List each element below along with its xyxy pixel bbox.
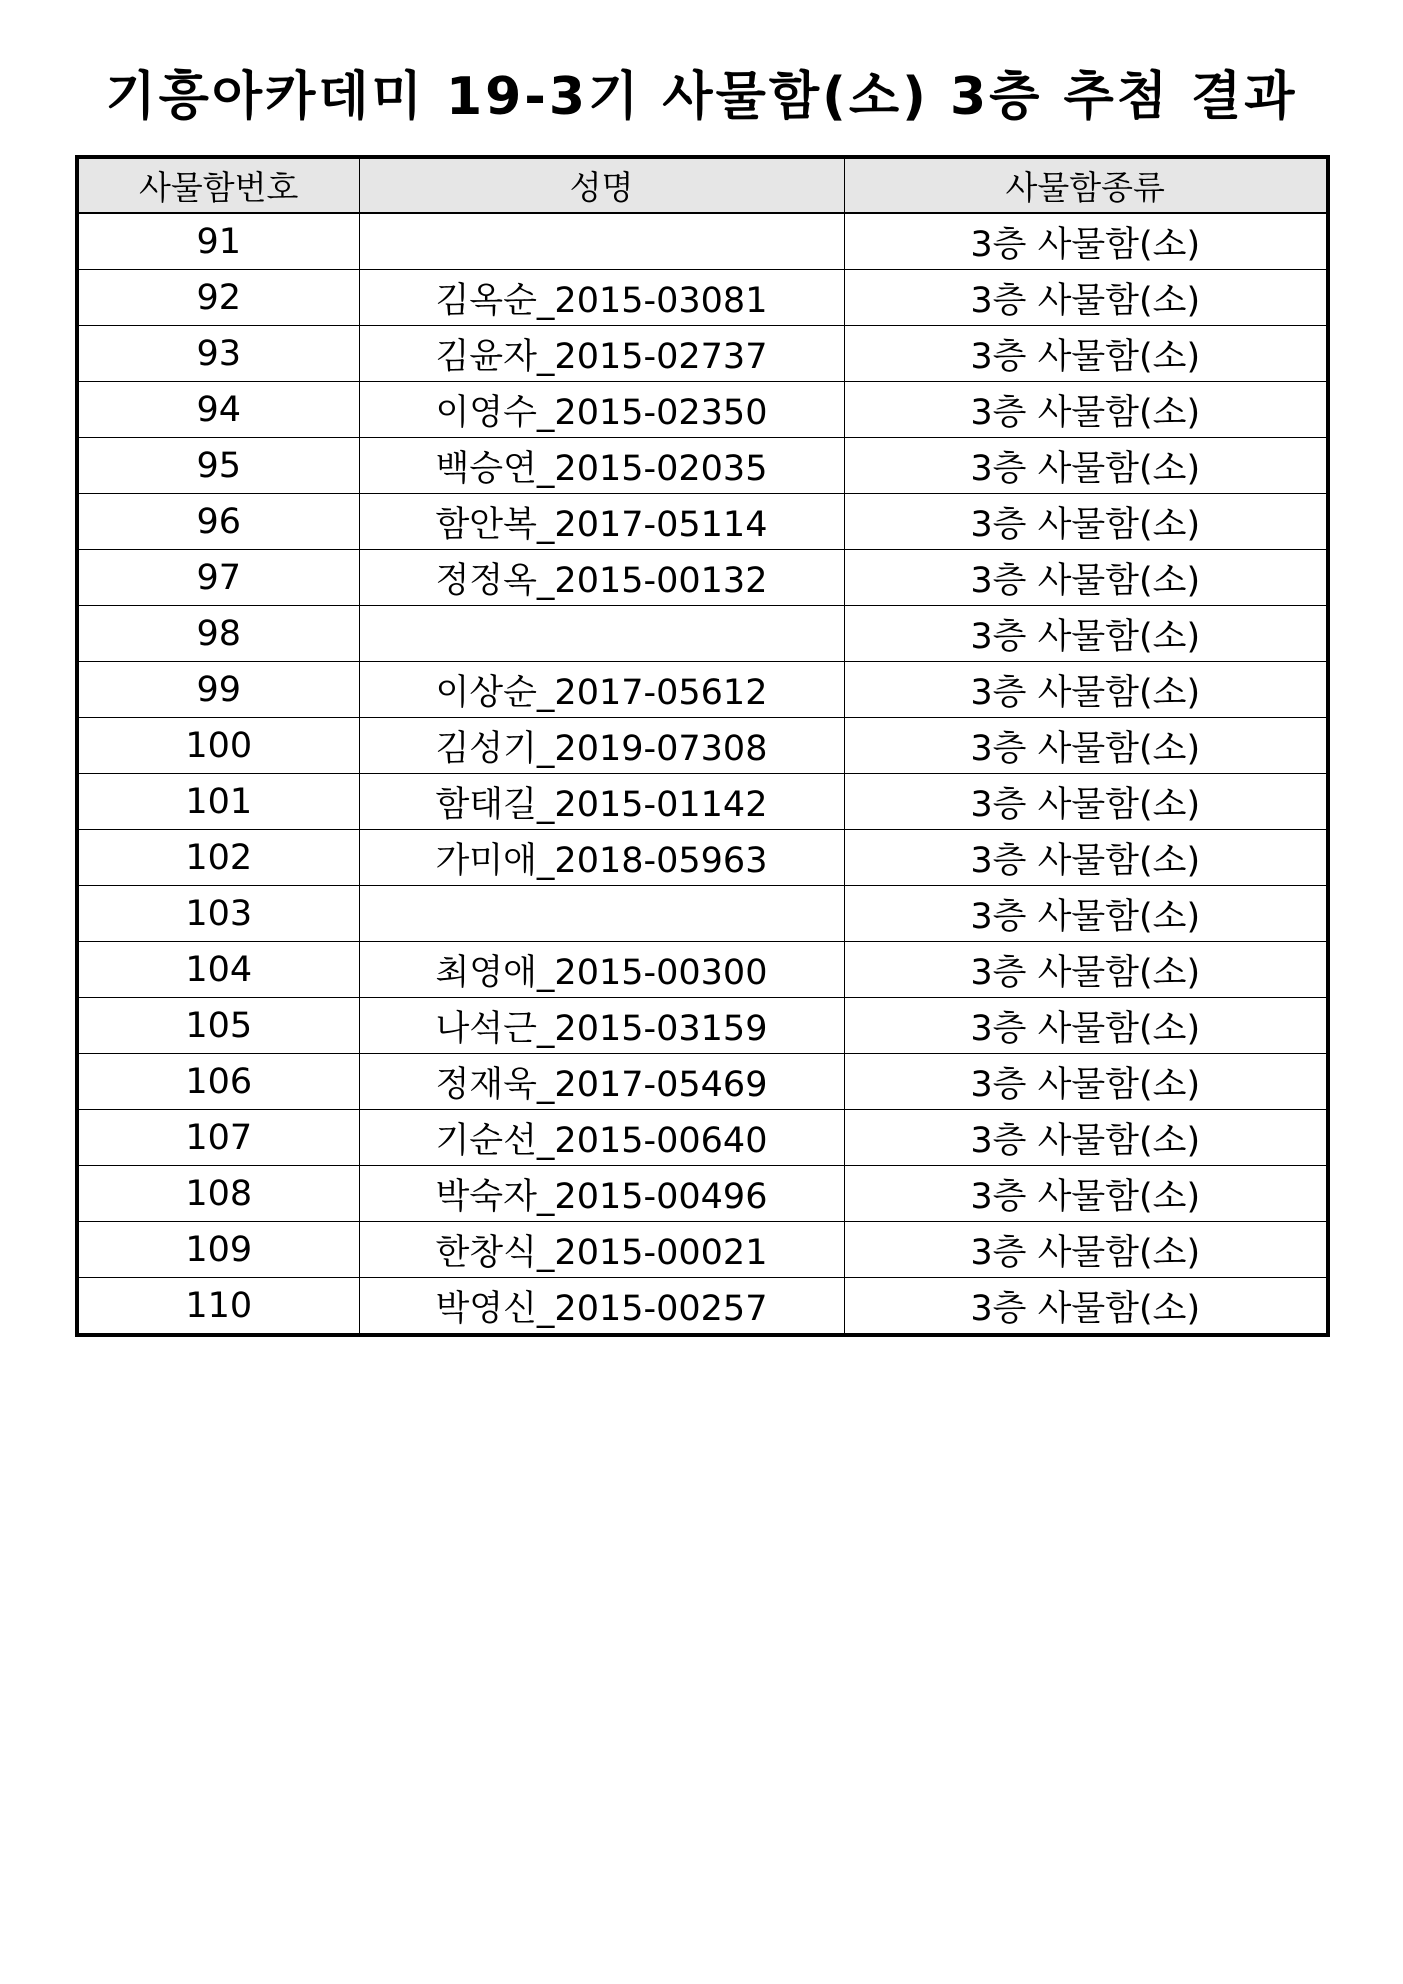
table-row: [77, 382, 1328, 438]
name-cell: 이영수_2015-02350: [359, 382, 844, 438]
locker-number-cell: 104: [77, 942, 359, 998]
table-row: [77, 438, 1328, 494]
table-row: [77, 662, 1328, 718]
locker-type-cell: 3층 사물함(소): [844, 382, 1328, 438]
table-row: [77, 1166, 1328, 1222]
header-row: [77, 157, 1328, 213]
table-body: [77, 213, 1328, 1335]
table-row: [77, 998, 1328, 1054]
name-cell: 정재욱_2017-05469: [359, 1054, 844, 1110]
locker-type-cell: 3층 사물함(소): [844, 270, 1328, 326]
name-cell: [359, 886, 844, 942]
locker-number-cell: 99: [77, 662, 359, 718]
locker-number-cell: 97: [77, 550, 359, 606]
locker-number-cell: 96: [77, 494, 359, 550]
name-cell: 박영신_2015-00257: [359, 1278, 844, 1336]
locker-type-cell: 3층 사물함(소): [844, 1110, 1328, 1166]
name-cell: 나석근_2015-03159: [359, 998, 844, 1054]
name-cell: 김윤자_2015-02737: [359, 326, 844, 382]
name-cell: 함태길_2015-01142: [359, 774, 844, 830]
name-cell: 한창식_2015-00021: [359, 1222, 844, 1278]
name-cell: [359, 606, 844, 662]
locker-number-cell: 94: [77, 382, 359, 438]
locker-number-cell: 102: [77, 830, 359, 886]
locker-type-cell: 3층 사물함(소): [844, 662, 1328, 718]
table-row: [77, 1222, 1328, 1278]
table-row: [77, 942, 1328, 998]
table-row: [77, 213, 1328, 270]
locker-type-cell: 3층 사물함(소): [844, 998, 1328, 1054]
name-cell: 정정옥_2015-00132: [359, 550, 844, 606]
name-cell: 함안복_2017-05114: [359, 494, 844, 550]
locker-number-cell: 109: [77, 1222, 359, 1278]
header-locker-number: 사물함번호: [77, 157, 359, 213]
locker-number-cell: 95: [77, 438, 359, 494]
page-title: 기흥아카데미 19-3기 사물함(소) 3층 추첨 결과: [105, 67, 1298, 127]
table-row: [77, 830, 1328, 886]
table-row: [77, 1278, 1328, 1336]
locker-type-cell: 3층 사물함(소): [844, 774, 1328, 830]
locker-type-cell: 3층 사물함(소): [844, 494, 1328, 550]
name-cell: 가미애_2018-05963: [359, 830, 844, 886]
locker-number-cell: 105: [77, 998, 359, 1054]
locker-number-cell: 98: [77, 606, 359, 662]
locker-draw-table: [75, 155, 1330, 1337]
locker-type-cell: 3층 사물함(소): [844, 606, 1328, 662]
header-locker-type: 사물함종류: [844, 157, 1328, 213]
locker-type-cell: 3층 사물함(소): [844, 1222, 1328, 1278]
name-cell: [359, 213, 844, 270]
locker-number-cell: 103: [77, 886, 359, 942]
table-row: [77, 606, 1328, 662]
table-row: [77, 886, 1328, 942]
table-row: [77, 494, 1328, 550]
locker-type-cell: 3층 사물함(소): [844, 213, 1328, 270]
locker-type-cell: 3층 사물함(소): [844, 326, 1328, 382]
locker-type-cell: 3층 사물함(소): [844, 1278, 1328, 1336]
table-row: [77, 550, 1328, 606]
locker-type-cell: 3층 사물함(소): [844, 438, 1328, 494]
locker-type-cell: 3층 사물함(소): [844, 718, 1328, 774]
name-cell: 김성기_2019-07308: [359, 718, 844, 774]
locker-type-cell: 3층 사물함(소): [844, 1054, 1328, 1110]
name-cell: 김옥순_2015-03081: [359, 270, 844, 326]
locker-type-cell: 3층 사물함(소): [844, 886, 1328, 942]
table-row: [77, 270, 1328, 326]
locker-number-cell: 91: [77, 213, 359, 270]
name-cell: 백승연_2015-02035: [359, 438, 844, 494]
locker-type-cell: 3층 사물함(소): [844, 942, 1328, 998]
locker-number-cell: 107: [77, 1110, 359, 1166]
table-row: [77, 1110, 1328, 1166]
locker-number-cell: 101: [77, 774, 359, 830]
header-name: 성명: [359, 157, 844, 213]
table-row: [77, 326, 1328, 382]
table-row: [77, 718, 1328, 774]
locker-type-cell: 3층 사물함(소): [844, 1166, 1328, 1222]
locker-number-cell: 108: [77, 1166, 359, 1222]
locker-type-cell: 3층 사물함(소): [844, 830, 1328, 886]
locker-number-cell: 92: [77, 270, 359, 326]
name-cell: 기순선_2015-00640: [359, 1110, 844, 1166]
table-row: [77, 1054, 1328, 1110]
locker-number-cell: 110: [77, 1278, 359, 1336]
name-cell: 최영애_2015-00300: [359, 942, 844, 998]
locker-type-cell: 3층 사물함(소): [844, 550, 1328, 606]
table-row: [77, 774, 1328, 830]
name-cell: 박숙자_2015-00496: [359, 1166, 844, 1222]
table-header: [77, 157, 1328, 213]
locker-number-cell: 106: [77, 1054, 359, 1110]
locker-number-cell: 93: [77, 326, 359, 382]
locker-number-cell: 100: [77, 718, 359, 774]
name-cell: 이상순_2017-05612: [359, 662, 844, 718]
